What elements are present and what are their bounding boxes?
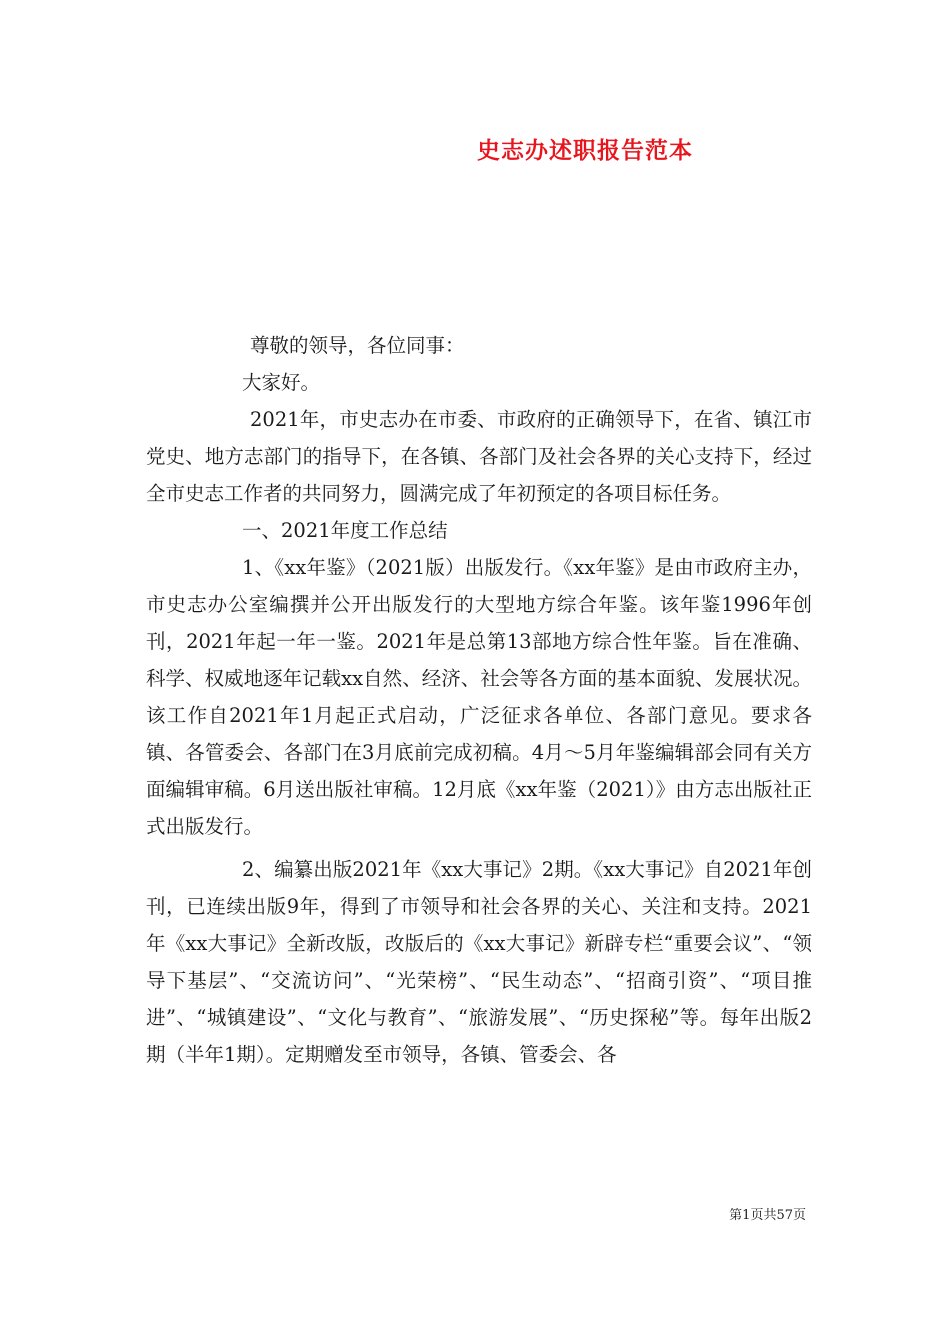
salutation: 尊敬的领导，各位同事：: [250, 334, 465, 357]
greeting: 大家好。: [242, 371, 321, 394]
page-number: 第1页共57页: [729, 1208, 806, 1223]
intro-paragraph: 2021年，市史志办在市委、市政府的正确领导下，在省、镇江市党史、地方志部门的指导下，在各镇、各部门及社会各界的关心支持下，经过全市史志工作者的共同努力，圆满完成了年初预定的各项目标任务。: [146, 408, 812, 505]
document-body: [146, 327, 812, 1073]
paragraph-yearbook: 1、《xx年鉴》（2021版）出版发行。《xx年鉴》是由市政府主办，市史志办公室编撰并公开出版发行的大型地方综合年鉴。该年鉴1996年创刊，2021年起一年一鉴。2021年是总第13部地方综合性年鉴。旨在准确、科学、权威地逐年记载xx自然、经济、社会等各方面的基本面貌、发展状况。该工作自2021年1月起正式启动，广泛征求各单位、各部门意见。要求各镇、各管委会、各部门在3月底前完成初稿。4月～5月年鉴编辑部会同有关方面编辑审稿。6月送出版社审稿。12月底《xx年鉴（2021）》由方志出版社正式出版发行。: [146, 556, 812, 838]
section-heading: 一、2021年度工作总结: [242, 519, 448, 542]
paragraph-chronicle: 2、编纂出版2021年《xx大事记》2期。《xx大事记》自2021年创刊，已连续出版9年，得到了市领导和社会各界的关心、关注和支持。2021年《xx大事记》全新改版，改版后的《xx大事记》新辟专栏“重要会议”、“领导下基层”、“交流访问”、“光荣榜”、“民生动态”、“招商引资”、“项目推进”、“城镇建设”、“文化与教育”、“旅游发展”、“历史探秘”等。每年出版2期（半年1期）。定期赠发至市领导，各镇、管委会、各: [146, 858, 812, 1066]
document-title: 史志办述职报告范本: [477, 137, 693, 164]
